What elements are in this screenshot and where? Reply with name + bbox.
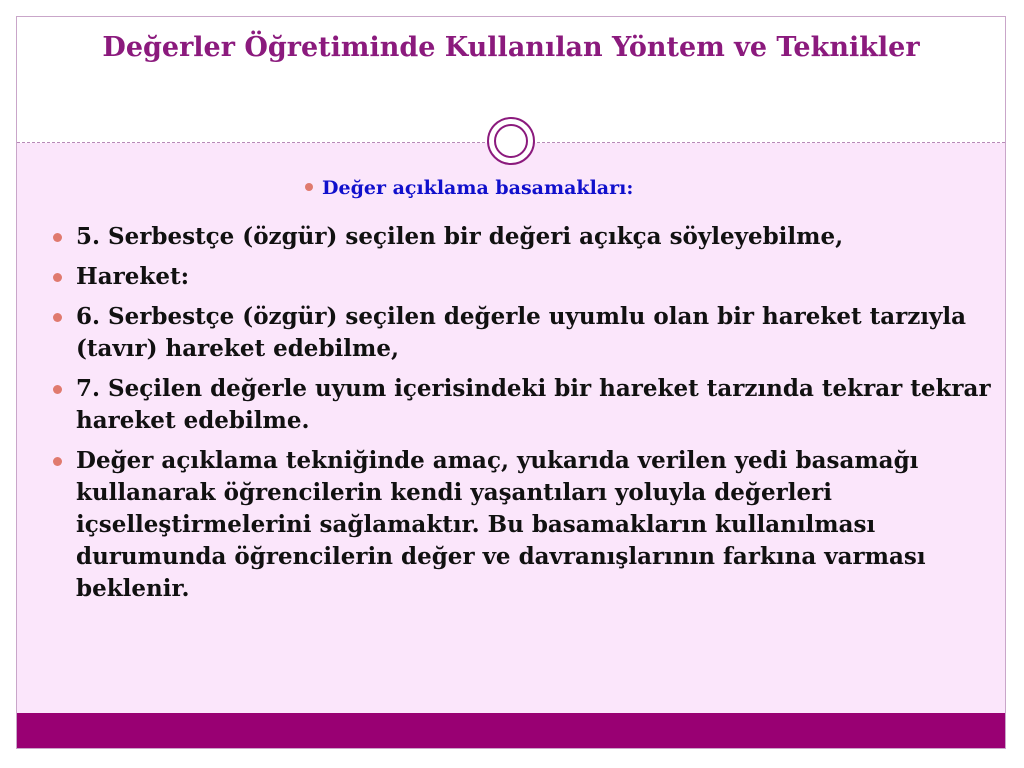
bullet-icon bbox=[53, 313, 62, 322]
list-item-text: 6. Serbestçe (özgür) seçilen değerle uyumlu olan bir hareket tarzıyla (tavır) hareket edebilme, bbox=[76, 303, 967, 362]
ring-ornament-icon bbox=[487, 117, 535, 165]
list-item bbox=[51, 221, 991, 253]
slide bbox=[16, 16, 1006, 749]
list-item bbox=[51, 445, 991, 605]
bullet-icon bbox=[53, 457, 62, 466]
bullet-list bbox=[51, 221, 991, 613]
list-item-text: Değer açıklama tekniğinde amaç, yukarıda verilen yedi basamağı kullanarak öğrencilerin kendi yaşantıları yoluyla değerleri içselleştirmelerini sağlamaktır. Bu basamakların kullanılması durumunda öğrencilerin değer ve davranışlarının farkına varması beklenir. bbox=[76, 447, 926, 602]
subheading bbox=[305, 177, 633, 199]
slide-title: Değerler Öğretiminde Kullanılan Yöntem ve Teknikler bbox=[102, 32, 920, 63]
list-item-text: 7. Seçilen değerle uyum içerisindeki bir hareket tarzında tekrar tekrar hareket edebilme. bbox=[76, 375, 991, 434]
list-item bbox=[51, 301, 991, 365]
list-item-text: Hareket: bbox=[76, 263, 190, 290]
bullet-icon bbox=[53, 233, 62, 242]
list-item-text: 5. Serbestçe (özgür) seçilen bir değeri açıkça söyleyebilme, bbox=[76, 223, 844, 250]
list-item bbox=[51, 261, 991, 293]
subheading-text: Değer açıklama basamakları: bbox=[322, 177, 634, 199]
list-item bbox=[51, 373, 991, 437]
footer-bar bbox=[17, 713, 1005, 748]
bullet-icon bbox=[53, 385, 62, 394]
bullet-icon bbox=[305, 183, 313, 191]
bullet-icon bbox=[53, 273, 62, 282]
